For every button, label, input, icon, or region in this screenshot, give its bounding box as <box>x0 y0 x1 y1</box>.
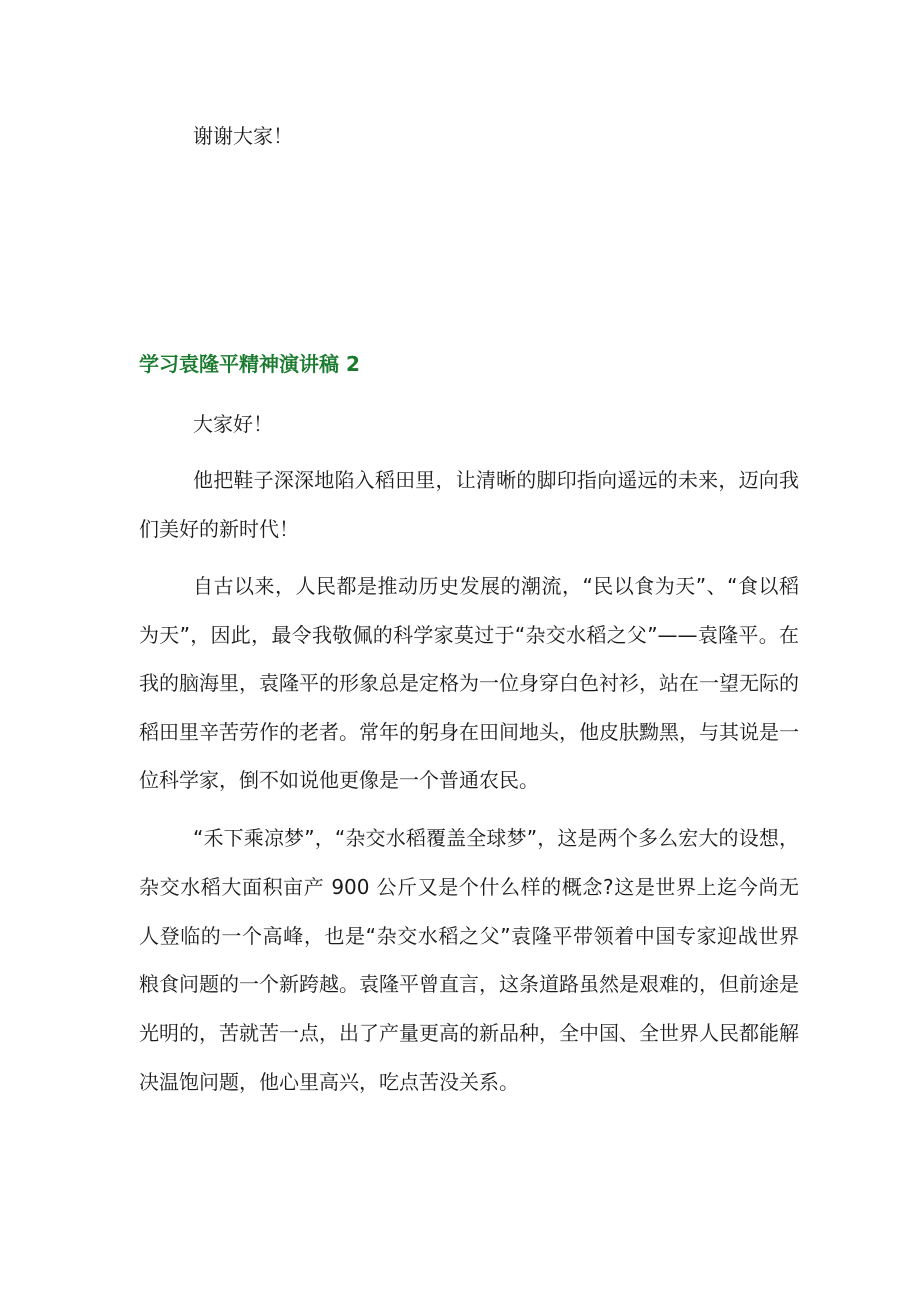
paragraph-dream: “禾下乘凉梦”，“杂交水稻覆盖全球梦”，这是两个多么宏大的设想，杂交水稻大面积亩产 900 公斤又是个什么样的概念?这是世界上迄今尚无人登临的一个高峰，也是“杂交水稻之父”袁隆平带领着中国专家迎战世界粮食问题的一个新跨越。袁隆平曾直言，这条道路虽然是艰难的，但前途是光明的，苦就苦一点，出了产量更高的新品种，全中国、全世界人民都能解决温饱问题，他心里高兴，吃点苦没关系。 <box>139 826 799 1094</box>
paragraph-intro: 他把鞋子深深地陷入稻田里，让清晰的脚印指向遥远的未来，迈向我们美好的新时代！ <box>139 468 799 541</box>
closing-line: 谢谢大家！ <box>193 124 293 148</box>
paragraph-history: 自古以来，人民都是推动历史发展的潮流，“民以食为天”、“食以稻为天”，因此，最令我敬佩的科学家莫过于“杂交水稻之父”——袁隆平。在我的脑海里，袁隆平的形象总是定格为一位身穿白色衬衫，站在一望无际的稻田里辛苦劳作的老者。常年的躬身在田间地头，他皮肤黝黑，与其说是一位科学家，倒不如说他更像是一个普通农民。 <box>139 574 799 792</box>
section-heading: 学习袁隆平精神演讲稿 2 <box>139 352 360 376</box>
paragraph-greeting: 大家好！ <box>193 412 273 436</box>
